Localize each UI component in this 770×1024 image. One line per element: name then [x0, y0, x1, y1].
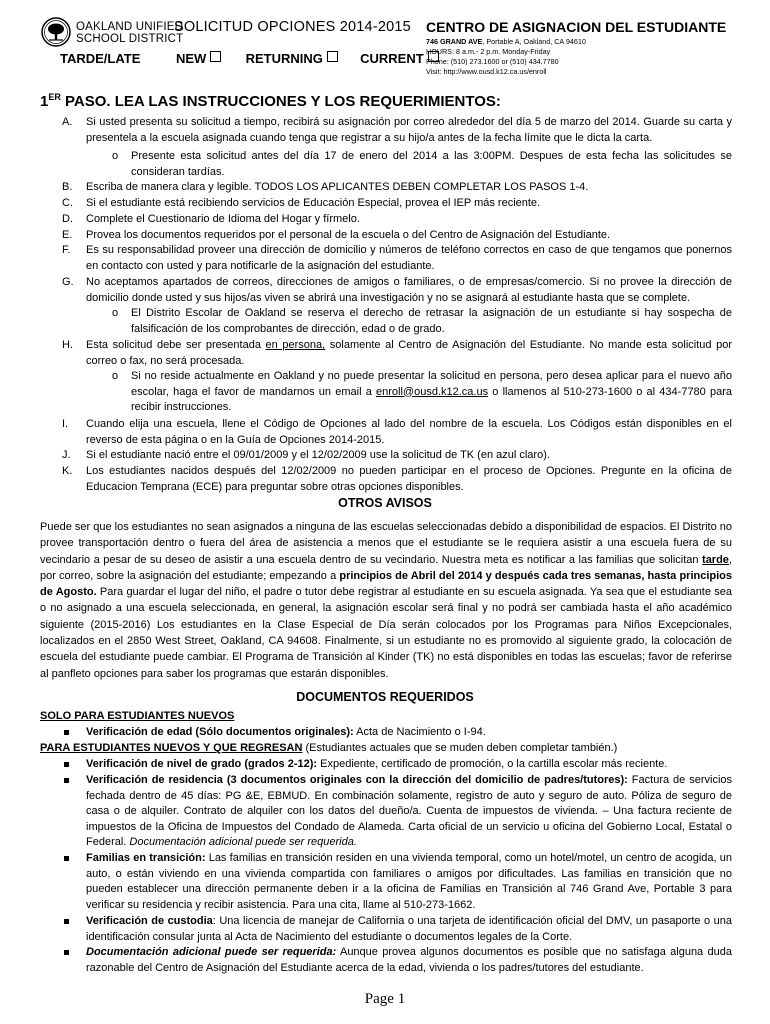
bullet-icon	[64, 762, 69, 767]
center-info	[426, 37, 586, 77]
tarde-late-label: TARDE/LATE	[60, 51, 141, 66]
otros-avisos-paragraph: Puede ser que los estudiantes no sean asignados a ninguna de las escuelas seleccionadas debido a disponibilidad de espacios. El Distrito no provee transportación dentro o fuera del área de asistencia a menos que el estudiante se le requiera asistir a una escuela fuera de su vecindario a pesar de su deseo de asistir a una escuela dentro de su vecindario. Nuestra meta es notificar a las familias que solicitan tarde, por correo, sobre la asignación del estudiante; empezando a principios de Abril del 2014 y después cada tres semanas, hasta principios de Agosto. Para guardar el lugar del niño, el padre o tutor debe registrar al estudiante en su escuela asignada. Ya sea que el estudiante sea o no asignado a una escuela seleccionada, en general, la asignación escolar será final y no podrá ser cambiada hasta el año académico siguiente (2015-2016) Los estudiantes en la Clase Especial de Día serán colocados por los Programas para Niños Excepcionales, localizados en el 2850 West Street, Oakland, CA 94608. Finalmente, si un estudiante no es promovido al siguiente grado, la colocación de escuela del estudiante puede cambiar. El Programa de Transición al Kinder (TK) no está disponibles en todas las escuelas; favor de referirse al panfleto opciones para saber los programas que estarán disponibles.	[40, 521, 733, 680]
center-visit[interactable]: Visit: http://www.ousd.k12.ca.us/enroll	[426, 67, 547, 76]
center-hours: HOURS: 8 a.m.- 2 p.m. Monday-Friday	[426, 47, 551, 56]
returning-checkbox[interactable]	[327, 51, 338, 62]
otros-avisos-title: OTROS AVISOS	[338, 496, 432, 510]
district-logo	[41, 17, 71, 47]
bullet-icon	[64, 919, 69, 924]
bullet-icon	[64, 856, 69, 861]
school-line-1: OAKLAND UNIFIED	[76, 21, 184, 33]
bullet-icon	[64, 950, 69, 955]
form-title: SOLICITUD OPCIONES 2014-2015	[174, 19, 411, 35]
bullet-icon	[64, 778, 69, 783]
new-return-heading: PARA ESTUDIANTES NUEVOS Y QUE REGRESAN (Estudiantes actuales que se muden deben completar también.)	[40, 742, 618, 754]
page-number: Page 1	[364, 991, 406, 1007]
new-checkbox[interactable]	[210, 51, 221, 62]
center-title: CENTRO DE ASIGNACION DEL ESTUDIANTE	[426, 19, 727, 35]
school-name	[76, 21, 183, 45]
status-checkboxes	[176, 51, 439, 66]
returning-label: RETURNING	[245, 51, 323, 66]
bullet-icon	[64, 730, 69, 735]
oak-tree-icon	[41, 17, 71, 47]
documentos-title: DOCUMENTOS REQUERIDOS	[296, 690, 474, 704]
center-phone: Phone: (510) 273.1600 or (510) 434.7780	[426, 57, 559, 66]
center-address: 746 GRAND AVE, Portable A, Oakland, CA 94610	[426, 37, 586, 46]
current-label: CURRENT	[360, 51, 424, 66]
new-only-heading: SOLO PARA ESTUDIANTES NUEVOS	[40, 710, 235, 722]
new-label: NEW	[176, 51, 207, 66]
step1-title: 1ER PASO. LEA LAS INSTRUCCIONES Y LOS REQUERIMIENTOS:	[40, 92, 501, 110]
school-line-2: SCHOOL DISTRICT	[76, 33, 184, 45]
enroll-email-link[interactable]: enroll@ousd.k12.ca.us	[376, 385, 489, 398]
